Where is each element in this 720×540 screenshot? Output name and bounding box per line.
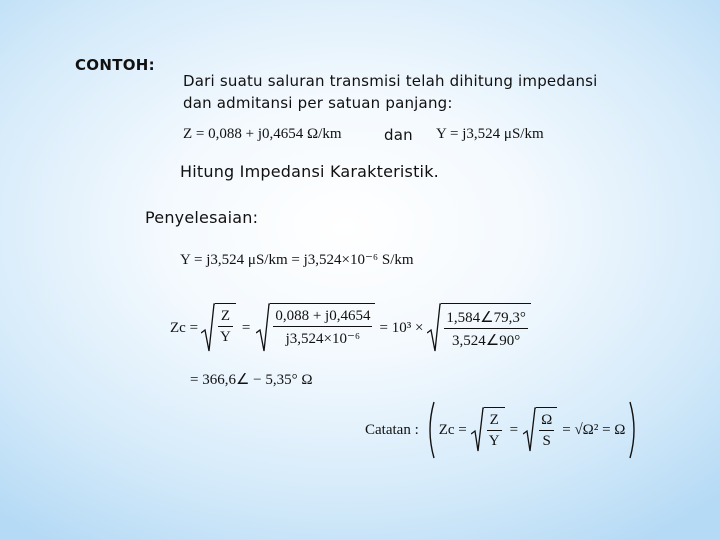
sqrt-z-over-y	[201, 303, 236, 353]
sqrt-polar-fraction	[427, 303, 530, 353]
note-sqrt-ohm-over-siemens	[523, 407, 557, 453]
step-admittance-conversion: Y = j3,524 μS/km = j3,524×10⁻⁶ S/km	[180, 252, 414, 268]
given-connector: dan	[384, 126, 413, 144]
radical-sign-icon	[471, 407, 484, 453]
note-numerator-z: Z	[487, 412, 502, 431]
heading-contoh: CONTOH:	[75, 56, 155, 74]
zc-lhs: Zc =	[170, 319, 199, 336]
note-sqrt-z-over-y	[471, 407, 505, 453]
step-characteristic-impedance	[170, 300, 531, 356]
polar-numerator: 1,584∠79,3°	[444, 308, 527, 329]
given-impedance: Z = 0,088 + j0,4654 Ω/km	[183, 126, 342, 142]
problem-statement	[183, 70, 598, 114]
left-paren-icon	[425, 401, 435, 459]
solution-heading: Penyelesaian:	[145, 208, 259, 227]
radical-sign-icon	[523, 407, 536, 453]
polar-denominator: 3,524∠90°	[452, 333, 521, 349]
sqrt-denominator: Y	[220, 329, 231, 345]
task-statement: Hitung Impedansi Karakteristik.	[180, 162, 439, 181]
note-equals: =	[509, 421, 519, 438]
note-numerator-ohm: Ω	[539, 412, 554, 431]
radical-sign-icon	[256, 303, 270, 353]
note-denominator-siemens: S	[542, 433, 551, 449]
right-paren-icon	[629, 401, 639, 459]
fraction-denominator: j3,524×10⁻⁶	[285, 331, 361, 347]
result-value: = 366,6∠ − 5,35° Ω	[190, 372, 313, 388]
scale-factor: = 10³ ×	[379, 319, 424, 336]
problem-line-2: dan admitansi per satuan panjang:	[183, 94, 453, 112]
sqrt-numerator: Z	[218, 308, 233, 327]
note-lhs: Zc =	[438, 421, 467, 438]
given-admittance: Y = j3,524 μS/km	[436, 126, 544, 142]
note-box	[365, 400, 639, 460]
sqrt-rectangular-fraction	[256, 303, 375, 353]
radical-sign-icon	[201, 303, 215, 353]
radical-sign-icon	[427, 303, 441, 353]
problem-line-1: Dari suatu saluran transmisi telah dihitung impedansi	[183, 72, 598, 90]
note-denominator-y: Y	[488, 433, 500, 449]
equals-sign: =	[241, 319, 251, 336]
note-tail: = √Ω² = Ω	[562, 421, 626, 438]
note-label: Catatan :	[365, 421, 419, 438]
fraction-numerator: 0,088 + j0,4654	[273, 308, 372, 327]
